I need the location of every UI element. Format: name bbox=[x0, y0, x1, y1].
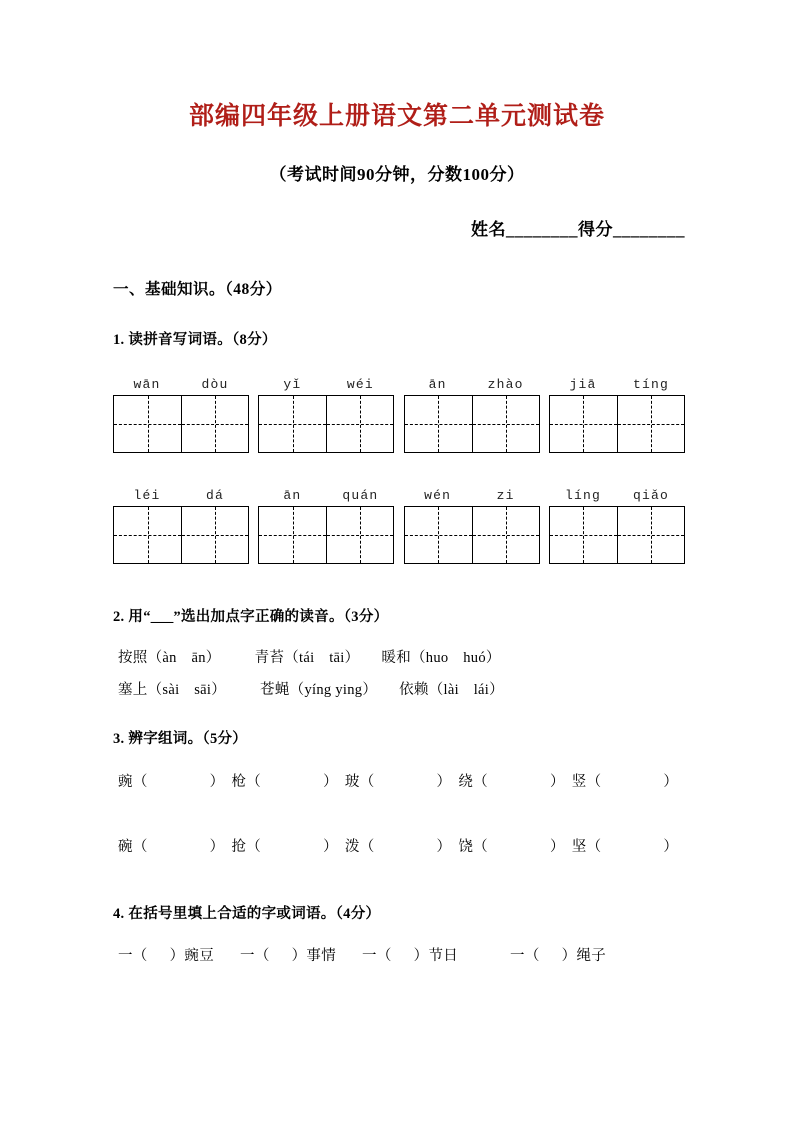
pinyin-grid-group bbox=[404, 488, 540, 564]
section-heading-basics: 一、基础知识。（48分） bbox=[113, 281, 282, 298]
pinyin-grid-group bbox=[113, 377, 249, 453]
pinyin-syllable: ān bbox=[283, 488, 302, 503]
question-2-heading-pre: 2. 用“ bbox=[113, 609, 151, 625]
pinyin-grid-group bbox=[113, 488, 249, 564]
pinyin-syllable: zhào bbox=[487, 377, 524, 392]
pinyin-syllable: wān bbox=[133, 377, 161, 392]
question-3-heading: 3. 辨字组词。（5分） bbox=[113, 731, 248, 747]
distinguish-char-item[interactable] bbox=[458, 839, 564, 855]
measure-word-suffix: ）节日 bbox=[413, 948, 459, 964]
tianzige-box-pair[interactable] bbox=[258, 506, 394, 564]
pronunciation-word: 苍蝇 bbox=[260, 682, 290, 698]
pinyin-label-pair bbox=[549, 488, 685, 503]
bracket-close: ） bbox=[663, 774, 679, 790]
page-title: 部编四年级上册语文第二单元测试卷 bbox=[188, 103, 605, 130]
pronunciation-options-row-2 bbox=[118, 678, 504, 699]
tianzige-box-pair[interactable] bbox=[549, 395, 685, 453]
tianzige-cell[interactable] bbox=[326, 396, 393, 452]
pronunciation-choices[interactable]: （lài lái） bbox=[428, 682, 504, 698]
question-2-heading bbox=[113, 605, 388, 626]
pinyin-label-pair bbox=[113, 377, 249, 392]
tianzige-cell[interactable] bbox=[405, 396, 472, 452]
tianzige-cell[interactable] bbox=[114, 507, 181, 563]
tianzige-cell[interactable] bbox=[114, 396, 181, 452]
pinyin-syllable: líng bbox=[564, 488, 601, 503]
distinguish-char-item[interactable] bbox=[231, 839, 337, 855]
measure-word-prefix: 一（ bbox=[118, 948, 148, 964]
distinguish-char-item[interactable] bbox=[458, 774, 564, 790]
distinguish-char: 玻 bbox=[344, 774, 360, 790]
tianzige-box-pair[interactable] bbox=[404, 506, 540, 564]
bracket-close: ） bbox=[436, 839, 452, 855]
pronunciation-choices[interactable]: （tái tāi） bbox=[284, 650, 360, 666]
measure-word-prefix: 一（ bbox=[510, 948, 540, 964]
tianzige-cell[interactable] bbox=[259, 507, 326, 563]
pinyin-grid-group bbox=[549, 488, 685, 564]
distinguish-char: 竖 bbox=[571, 774, 587, 790]
tianzige-cell[interactable] bbox=[617, 507, 684, 563]
distinguish-char-item[interactable] bbox=[345, 774, 451, 790]
distinguish-char: 碗 bbox=[118, 839, 133, 855]
bracket-open: （ bbox=[586, 839, 602, 855]
pinyin-syllable: qiǎo bbox=[632, 488, 669, 503]
bracket-open: （ bbox=[132, 774, 148, 790]
pronunciation-item[interactable] bbox=[255, 646, 360, 667]
pronunciation-word: 暖和 bbox=[381, 650, 411, 666]
tianzige-cell[interactable] bbox=[181, 396, 248, 452]
pronunciation-word: 依赖 bbox=[399, 682, 429, 698]
distinguish-char-item[interactable] bbox=[231, 774, 337, 790]
bracket-close: ） bbox=[209, 839, 225, 855]
pronunciation-options-row-1 bbox=[118, 646, 501, 667]
bracket-close: ） bbox=[323, 839, 338, 855]
bracket-open: （ bbox=[132, 839, 148, 855]
distinguish-char-item[interactable] bbox=[118, 774, 224, 790]
bracket-open: （ bbox=[359, 774, 375, 790]
distinguish-char: 抢 bbox=[231, 839, 247, 855]
distinguish-char: 坚 bbox=[571, 839, 587, 855]
exam-info-subtitle: （考试时间90分钟，分数100分） bbox=[269, 165, 525, 184]
pronunciation-word: 按照 bbox=[118, 650, 148, 666]
measure-word-prefix: 一（ bbox=[362, 948, 392, 964]
distinguish-characters-row-1 bbox=[118, 767, 692, 797]
pronunciation-choices[interactable]: （àn ān） bbox=[147, 650, 221, 666]
distinguish-char-item[interactable] bbox=[345, 839, 451, 855]
pronunciation-word: 青苔 bbox=[254, 650, 285, 666]
tianzige-cell[interactable] bbox=[550, 507, 617, 563]
pronunciation-item[interactable] bbox=[399, 678, 504, 699]
pronunciation-choices[interactable]: （yíng ying） bbox=[289, 682, 378, 698]
bracket-open: （ bbox=[246, 839, 262, 855]
distinguish-char-item[interactable] bbox=[572, 774, 678, 790]
pinyin-grid-group bbox=[549, 377, 685, 453]
measure-word-item[interactable] bbox=[362, 948, 458, 964]
pronunciation-item[interactable] bbox=[381, 646, 500, 667]
pinyin-label-pair bbox=[549, 377, 685, 392]
measure-word-item[interactable] bbox=[118, 948, 214, 964]
pronunciation-word: 塞上 bbox=[118, 682, 148, 698]
question-2-heading-blank: ___ bbox=[150, 609, 174, 625]
tianzige-cell[interactable] bbox=[259, 396, 326, 452]
bracket-close: ） bbox=[549, 839, 565, 855]
distinguish-char: 泼 bbox=[344, 839, 360, 855]
tianzige-box-pair[interactable] bbox=[258, 395, 394, 453]
pinyin-syllable: ān bbox=[428, 377, 447, 392]
distinguish-char-item[interactable] bbox=[118, 839, 224, 855]
question-1-heading: 1. 读拼音写词语。（8分） bbox=[113, 332, 277, 348]
pinyin-syllable: tíng bbox=[632, 377, 669, 392]
pronunciation-item[interactable] bbox=[118, 678, 226, 699]
bracket-close: ） bbox=[436, 774, 452, 790]
pinyin-grid-group bbox=[258, 488, 394, 564]
tianzige-box-pair[interactable] bbox=[113, 506, 249, 564]
measure-word-suffix: ）绳子 bbox=[561, 948, 607, 964]
pinyin-syllable: yǐ bbox=[283, 377, 302, 392]
pinyin-syllable: quán bbox=[342, 488, 379, 503]
tianzige-cell[interactable] bbox=[181, 507, 248, 563]
bracket-close: ） bbox=[209, 774, 225, 790]
bracket-open: （ bbox=[473, 839, 488, 855]
pinyin-syllable: jiā bbox=[569, 377, 597, 392]
measure-word-suffix: ）豌豆 bbox=[169, 948, 215, 964]
tianzige-cell[interactable] bbox=[472, 396, 539, 452]
pronunciation-choices[interactable]: （huo huó） bbox=[411, 650, 501, 666]
measure-word-item[interactable] bbox=[510, 948, 606, 964]
pinyin-label-pair bbox=[258, 488, 394, 503]
pinyin-label-pair bbox=[113, 488, 249, 503]
pinyin-syllable: dá bbox=[205, 488, 224, 503]
tianzige-cell[interactable] bbox=[550, 396, 617, 452]
pinyin-label-pair bbox=[404, 488, 540, 503]
distinguish-char: 豌 bbox=[118, 774, 133, 790]
question-4-heading: 4. 在括号里填上合适的字或词语。（4分） bbox=[113, 906, 381, 922]
measure-word-prefix: 一（ bbox=[240, 948, 270, 964]
bracket-close: ） bbox=[549, 774, 565, 790]
pinyin-syllable: wén bbox=[424, 488, 452, 503]
measure-word-suffix: ）事情 bbox=[291, 948, 337, 964]
tianzige-box-pair[interactable] bbox=[113, 395, 249, 453]
pinyin-syllable: léi bbox=[133, 488, 161, 503]
bracket-close: ） bbox=[323, 774, 338, 790]
tianzige-box-pair[interactable] bbox=[549, 506, 685, 564]
pronunciation-choices[interactable]: （sài sāi） bbox=[147, 682, 227, 698]
distinguish-char-item[interactable] bbox=[572, 839, 678, 855]
distinguish-char: 枪 bbox=[231, 774, 247, 790]
tianzige-cell[interactable] bbox=[472, 507, 539, 563]
pinyin-grid-group bbox=[404, 377, 540, 453]
pinyin-grid-group bbox=[258, 377, 394, 453]
pinyin-label-pair bbox=[404, 377, 540, 392]
bracket-open: （ bbox=[246, 774, 262, 790]
tianzige-cell[interactable] bbox=[326, 507, 393, 563]
bracket-open: （ bbox=[359, 839, 375, 855]
name-and-score-line: 姓名________得分________ bbox=[471, 220, 685, 239]
tianzige-cell[interactable] bbox=[405, 507, 472, 563]
distinguish-char: 饶 bbox=[458, 839, 474, 855]
distinguish-characters-row-2 bbox=[118, 832, 692, 862]
bracket-open: （ bbox=[586, 774, 602, 790]
bracket-open: （ bbox=[473, 774, 488, 790]
pinyin-syllable: dòu bbox=[201, 377, 229, 392]
pinyin-syllable: wéi bbox=[346, 377, 374, 392]
pronunciation-item[interactable] bbox=[118, 646, 221, 667]
tianzige-cell[interactable] bbox=[617, 396, 684, 452]
measure-word-item[interactable] bbox=[240, 948, 336, 964]
pronunciation-item[interactable] bbox=[260, 678, 377, 699]
bracket-close: ） bbox=[663, 839, 679, 855]
distinguish-char: 绕 bbox=[458, 774, 474, 790]
pinyin-syllable: zi bbox=[496, 488, 515, 503]
tianzige-box-pair[interactable] bbox=[404, 395, 540, 453]
measure-word-fill-row bbox=[118, 941, 692, 971]
question-2-heading-post: ”选出加点字正确的读音。（3分） bbox=[173, 609, 389, 625]
pinyin-grid-row-1 bbox=[113, 377, 685, 453]
pinyin-grid-row-2 bbox=[113, 488, 685, 564]
pinyin-label-pair bbox=[258, 377, 394, 392]
